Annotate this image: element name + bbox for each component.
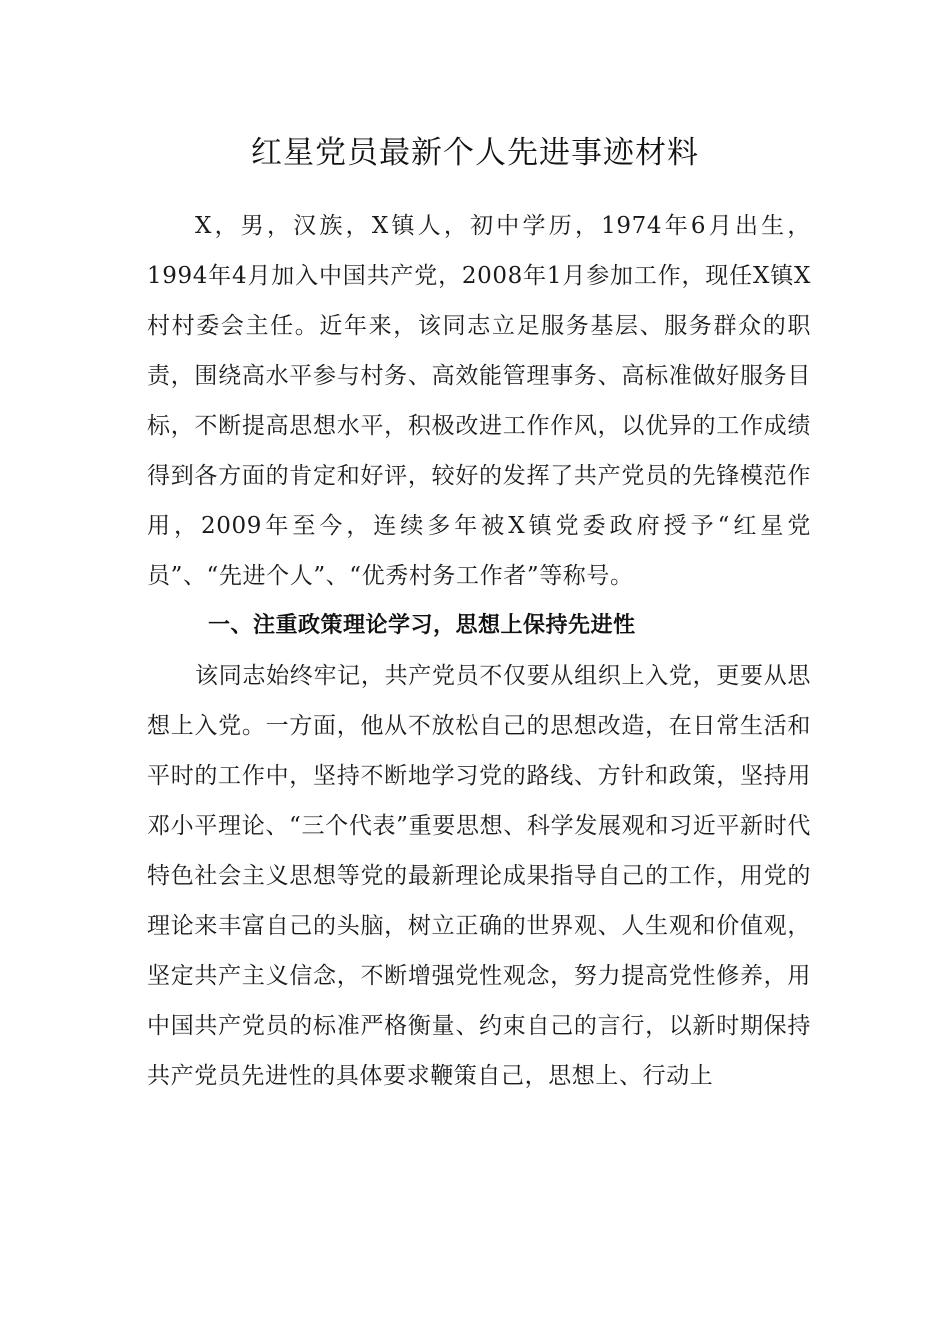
document-title: 红星党员最新个人先进事迹材料 [251,135,699,171]
document-body [147,201,811,1101]
section-heading: 一、注重政策理论学习，思想上保持先进性 [208,613,636,638]
section-paragraph: 该同志始终牢记，共产党员不仅要从组织上入党，更要从思想上入党。一方面，他从不放松自己的思想改造，在日常生活和平时的工作中，坚持不断地学习党的路线、方针和政策，坚持用邓小平理论、“三个代表”重要思想、科学发展观和习近平新时代特色社会主义思想等党的最新理论成果指导自己的工作，用党的理论来丰富自己的头脑，树立正确的世界观、人生观和价值观，坚定共产主义信念，不断增强党性观念，努力提高党性修养，用中国共产党员的标准严格衡量、约束自己的言行，以新时期保持共产党员先进性的具体要求鞭策自己，思想上、行动上 [147,663,811,1089]
intro-paragraph: X，男，汉族，X镇人，初中学历，1974年6月出生，1994年4月加入中国共产党，2008年1月参加工作，现任X镇X村村委会主任。近年来，该同志立足服务基层、服务群众的职责，围绕高水平参与村务、高效能管理事务、高标准做好服务目标，不断提高思想水平，积极改进工作作风，以优异的工作成绩得到各方面的肯定和好评，较好的发挥了共产党员的先锋模范作用，2009年至今，连续多年被X镇党委政府授予“红星党员”、“先进个人”、“优秀村务工作者”等称号。 [147,213,811,589]
